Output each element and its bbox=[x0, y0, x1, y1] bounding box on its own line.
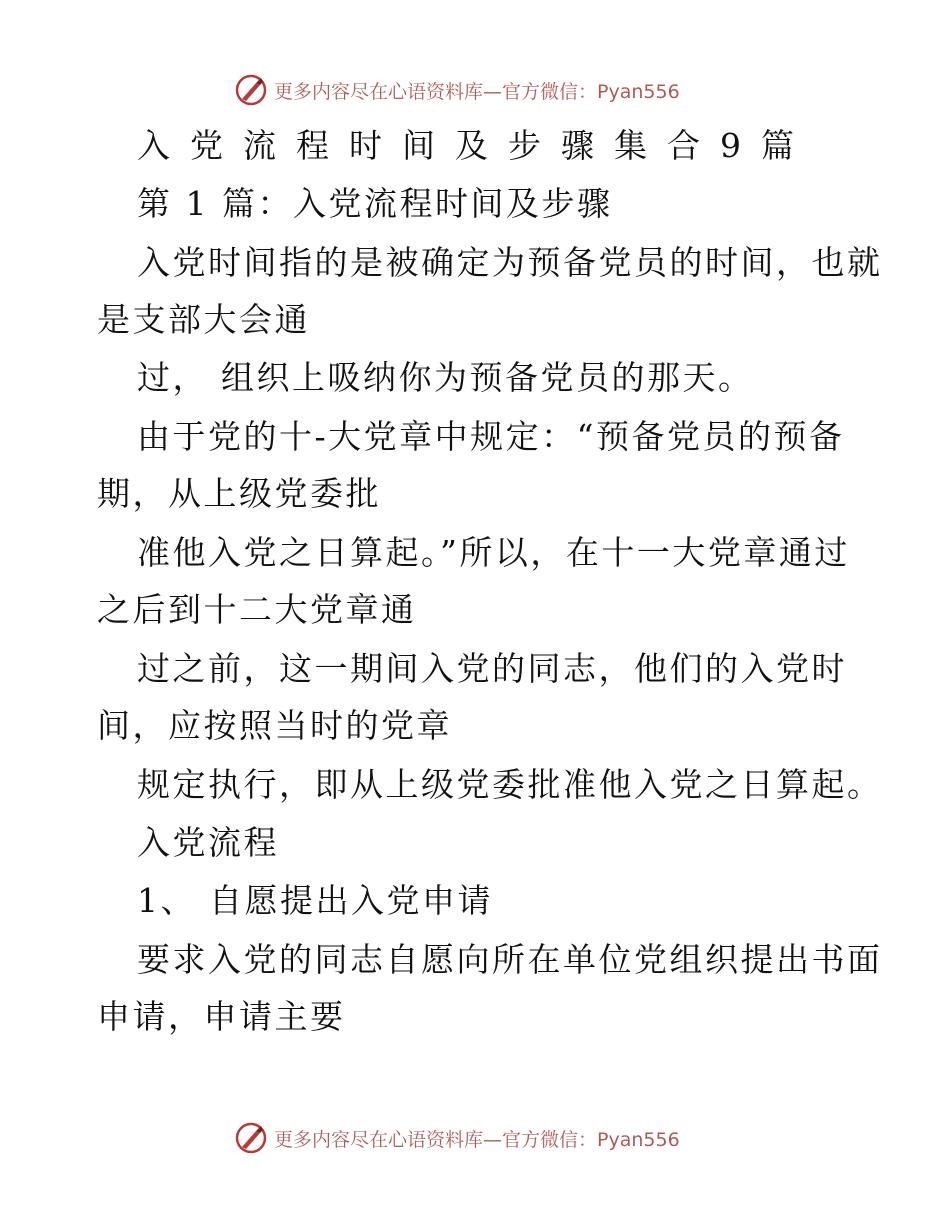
paragraph-line: 入党时间指的是被确定为预备党员的时间，也就 bbox=[137, 243, 883, 282]
paragraph-line: 准他入党之日算起。”所以，在十一大党章通过 bbox=[137, 533, 850, 572]
subsection-heading: 入党流程 bbox=[137, 823, 279, 862]
paragraph-line: 过之前，这一期间入党的同志，他们的入党时 bbox=[137, 649, 847, 688]
paragraph-line: 过， 组织上吸纳你为预备党员的那天。 bbox=[137, 358, 754, 397]
paragraph-line: 期，从上级党委批 bbox=[97, 474, 381, 513]
banner-text: 更多内容尽在心语资料库—官方微信：Pyan556 bbox=[274, 80, 680, 103]
section-heading: 第 1 篇：入党流程时间及步骤 bbox=[137, 184, 613, 223]
paragraph-line: 间，应按照当时的党章 bbox=[97, 706, 452, 745]
document-title: 入党流程时间及步骤集合9篇 bbox=[137, 126, 814, 165]
footer-banner bbox=[234, 1118, 680, 1158]
paragraph-line: 要求入党的同志自愿向所在单位党组织提出书面 bbox=[137, 940, 883, 979]
quill-pen-icon bbox=[234, 1121, 268, 1155]
header-banner bbox=[234, 70, 680, 110]
paragraph-line: 申请，申请主要 bbox=[97, 997, 346, 1036]
quill-pen-icon bbox=[234, 73, 268, 107]
paragraph-line: 之后到十二大党章通 bbox=[97, 590, 417, 629]
paragraph-line: 规定执行，即从上级党委批准他入党之日算起。 bbox=[137, 765, 883, 804]
paragraph-line: 由于党的十-大党章中规定：“预备党员的预备 bbox=[137, 417, 845, 456]
list-item-heading: 1、 自愿提出入党申请 bbox=[137, 881, 493, 920]
paragraph-line: 是支部大会通 bbox=[97, 300, 310, 339]
banner-text: 更多内容尽在心语资料库—官方微信：Pyan556 bbox=[274, 1128, 680, 1151]
